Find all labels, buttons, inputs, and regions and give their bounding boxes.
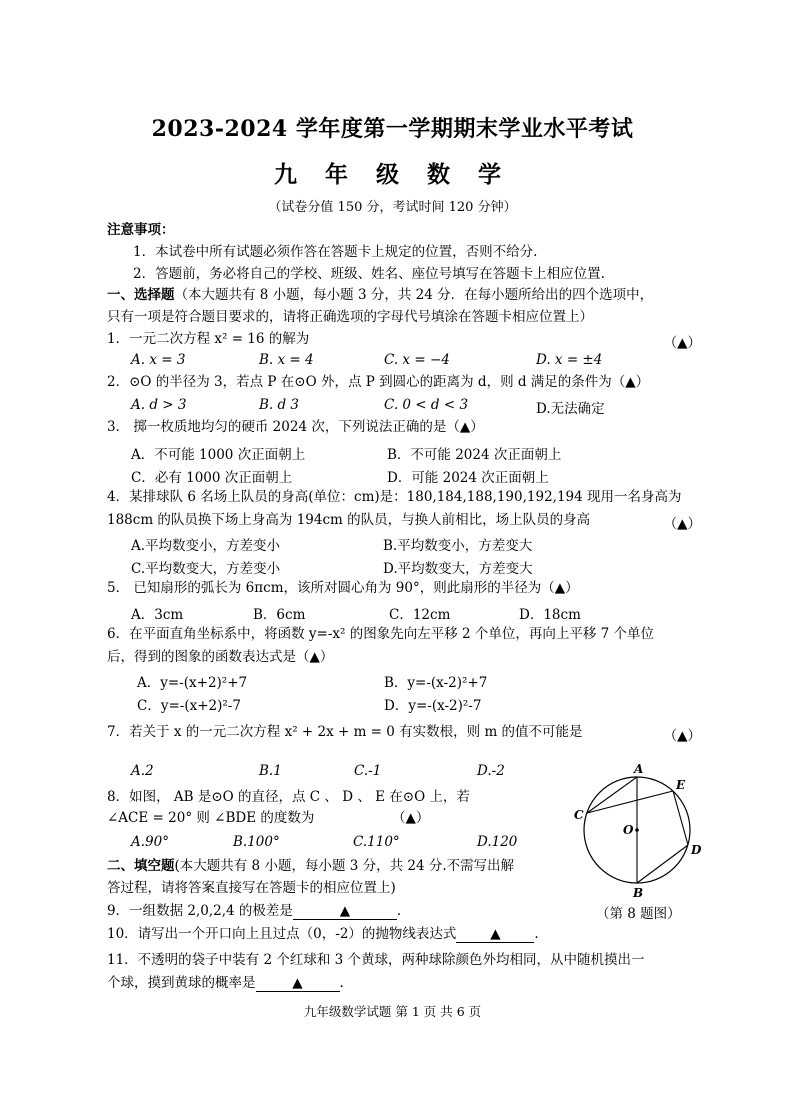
label-c: C <box>574 808 584 822</box>
q9-stem: 9．一组数据 2,0,2,4 的极差是 <box>107 903 293 919</box>
label-o: O <box>623 823 634 837</box>
notice-item-2: 2．答题前，务必将自己的学校、班级、姓名、座位号填写在答题卡上相应位置. <box>133 266 605 282</box>
q1-stem: 1．一元二次方程 x² = 16 的解为 <box>107 331 310 347</box>
q4-option-c: C.平均数变大，方差变小 <box>131 561 281 577</box>
q10-answer-blank: ▲ <box>456 926 534 943</box>
q3-option-a: A．不可能 1000 次正面朝上 <box>131 447 306 463</box>
chord-db <box>637 845 688 883</box>
q7-option-b: B.1 <box>259 763 282 779</box>
q10-stem: 10．请写出一个开口向上且过点（0，-2）的抛物线表达式 <box>107 926 457 942</box>
section1-desc1: （本大题共有 8 小题，每小题 3 分，共 24 分．在每小题所给出的四个选项中， <box>174 287 654 303</box>
label-e: E <box>676 778 686 792</box>
q4-mark: （▲） <box>663 516 701 532</box>
q3-option-b: B．不可能 2024 次正面朝上 <box>387 447 562 463</box>
q1-option-d: D. x = ±4 <box>536 352 603 368</box>
q2-option-a: A. d > 3 <box>131 397 187 413</box>
q11-line1: 11．不透明的袋子中装有 2 个红球和 3 个黄球，两种球除颜色外均相同，从中随机摸出一 <box>107 952 645 968</box>
q4-option-b: B.平均数变小，方差变大 <box>383 538 533 554</box>
q11-answer-blank: ▲ <box>256 975 340 992</box>
q11-row <box>107 975 344 992</box>
chord-ca <box>587 777 637 813</box>
q6-line1: 6．在平面直角坐标系中，将函数 y=-x² 的图象先向左平移 2 个单位，再向上平移 7 个单位 <box>107 626 655 642</box>
q5-option-d: D．18cm <box>519 607 581 623</box>
q9-answer-blank: ▲ <box>293 903 397 920</box>
q7-option-c: C.-1 <box>354 763 382 779</box>
q8-option-c: C.110° <box>353 834 400 850</box>
q11-line2: 个球，摸到黄球的概率是 <box>107 975 256 991</box>
section2-desc2: 答过程，请将答案直接写在答题卡的相应位置上) <box>107 880 396 896</box>
exam-title: 2023-2024 学年度第一学期期末学业水平考试 <box>151 116 634 142</box>
section1-header <box>107 287 653 303</box>
q9-end: . <box>396 903 402 919</box>
q7-option-a: A.2 <box>131 763 154 779</box>
q9-row <box>107 903 401 920</box>
q2-option-b: B. d 3 <box>259 397 300 413</box>
section2-desc1: (本大题共有 8 小题，每小题 3 分，共 24 分.不需写出解 <box>174 858 515 874</box>
q11-end: . <box>339 975 344 991</box>
q10-end: . <box>534 926 539 942</box>
chord-ce <box>587 791 673 813</box>
section2-header <box>107 858 514 874</box>
label-a: A <box>634 762 644 776</box>
q6-option-a: A．y=-(x+2)²+7 <box>137 675 248 691</box>
q5-option-c: C．12cm <box>389 607 451 623</box>
q4-line2: 188cm 的队员换下场上身高为 194cm 的队员，与换人前相比，场上队员的身高 <box>107 512 591 528</box>
q2-stem: 2．⊙O 的半径为 3，若点 P 在⊙O 外，点 P 到圆心的距离为 d，则 d 满足的条件为（▲） <box>107 374 650 390</box>
q8-circle-figure <box>570 760 710 900</box>
q5-option-a: A．3cm <box>131 607 184 623</box>
q8-line2: ∠ACE = 20° 则 ∠BDE 的度数为 <box>107 810 315 826</box>
section2-heading: 二、填空题 <box>107 858 175 874</box>
q2-option-d: D.无法确定 <box>536 401 605 417</box>
q8-option-b: B.100° <box>233 834 280 850</box>
q1-option-b: B. x = 4 <box>259 352 314 368</box>
center-point <box>635 828 639 832</box>
q3-option-c: C．必有 1000 次正面朝上 <box>131 470 293 486</box>
label-d: D <box>691 843 702 857</box>
q7-mark: （▲） <box>663 728 701 744</box>
q1-option-c: C. x = −4 <box>384 352 450 368</box>
q10-row <box>107 926 539 943</box>
q8-figure-caption: （第 8 题图） <box>596 906 681 922</box>
section1-desc2: 只有一项是符合题目要求的，请将正确选项的字母代号填涂在答题卡相应位置上） <box>107 309 593 325</box>
q4-option-d: D.平均数变大，方差变大 <box>383 561 533 577</box>
q8-option-d: D.120 <box>477 834 518 850</box>
q3-stem: 3． 掷一枚质地均匀的硬币 2024 次，下列说法正确的是（▲） <box>107 419 484 435</box>
q5-stem: 5． 已知扇形的弧长为 6πcm，该所对圆心角为 90°，则此扇形的半径为（▲） <box>107 580 579 596</box>
notice-item-1: 1．本试卷中所有试题必须作答在答题卡上规定的位置，否则不给分. <box>133 244 538 260</box>
q6-line2: 后，得到的图象的函数表达式是（▲） <box>107 649 334 665</box>
q6-option-d: D．y=-(x-2)²-7 <box>384 698 482 714</box>
label-b: B <box>633 886 644 900</box>
q3-option-d: D．可能 2024 次正面朝上 <box>387 470 549 486</box>
notice-heading: 注意事项： <box>107 222 175 238</box>
exam-subject: 九 年 级 数 学 <box>273 161 512 188</box>
section1-heading: 一、选择题 <box>107 287 175 303</box>
q7-option-d: D.-2 <box>477 763 505 779</box>
q6-option-b: B．y=-(x-2)²+7 <box>384 675 488 691</box>
q1-option-a: A. x = 3 <box>131 352 186 368</box>
q7-stem: 7．若关于 x 的一元二次方程 x² + 2x + m = 0 有实数根，则 m 的值不可能是 <box>107 724 583 740</box>
q8-mark: （▲） <box>392 810 430 826</box>
q8-option-a: A.90° <box>131 834 169 850</box>
q4-option-a: A.平均数变小，方差变小 <box>131 538 281 554</box>
exam-meta: （试卷分值 150 分，考试时间 120 分钟） <box>268 200 517 215</box>
q8-line1: 8．如图， AB 是⊙O 的直径，点 C 、 D 、 E 在⊙O 上，若 <box>107 789 470 805</box>
page-footer: 九年级数学试题 第 1 页 共 6 页 <box>303 1004 482 1019</box>
q6-option-c: C．y=-(x+2)²-7 <box>137 698 241 714</box>
q5-option-b: B．6cm <box>253 607 306 623</box>
q4-line1: 4．某排球队 6 名场上队员的身高(单位：cm)是：180,184,188,190,192,194 现用一名身高为 <box>107 489 682 505</box>
q2-option-c: C. 0 < d < 3 <box>384 397 469 413</box>
q1-mark: （▲） <box>663 335 701 351</box>
